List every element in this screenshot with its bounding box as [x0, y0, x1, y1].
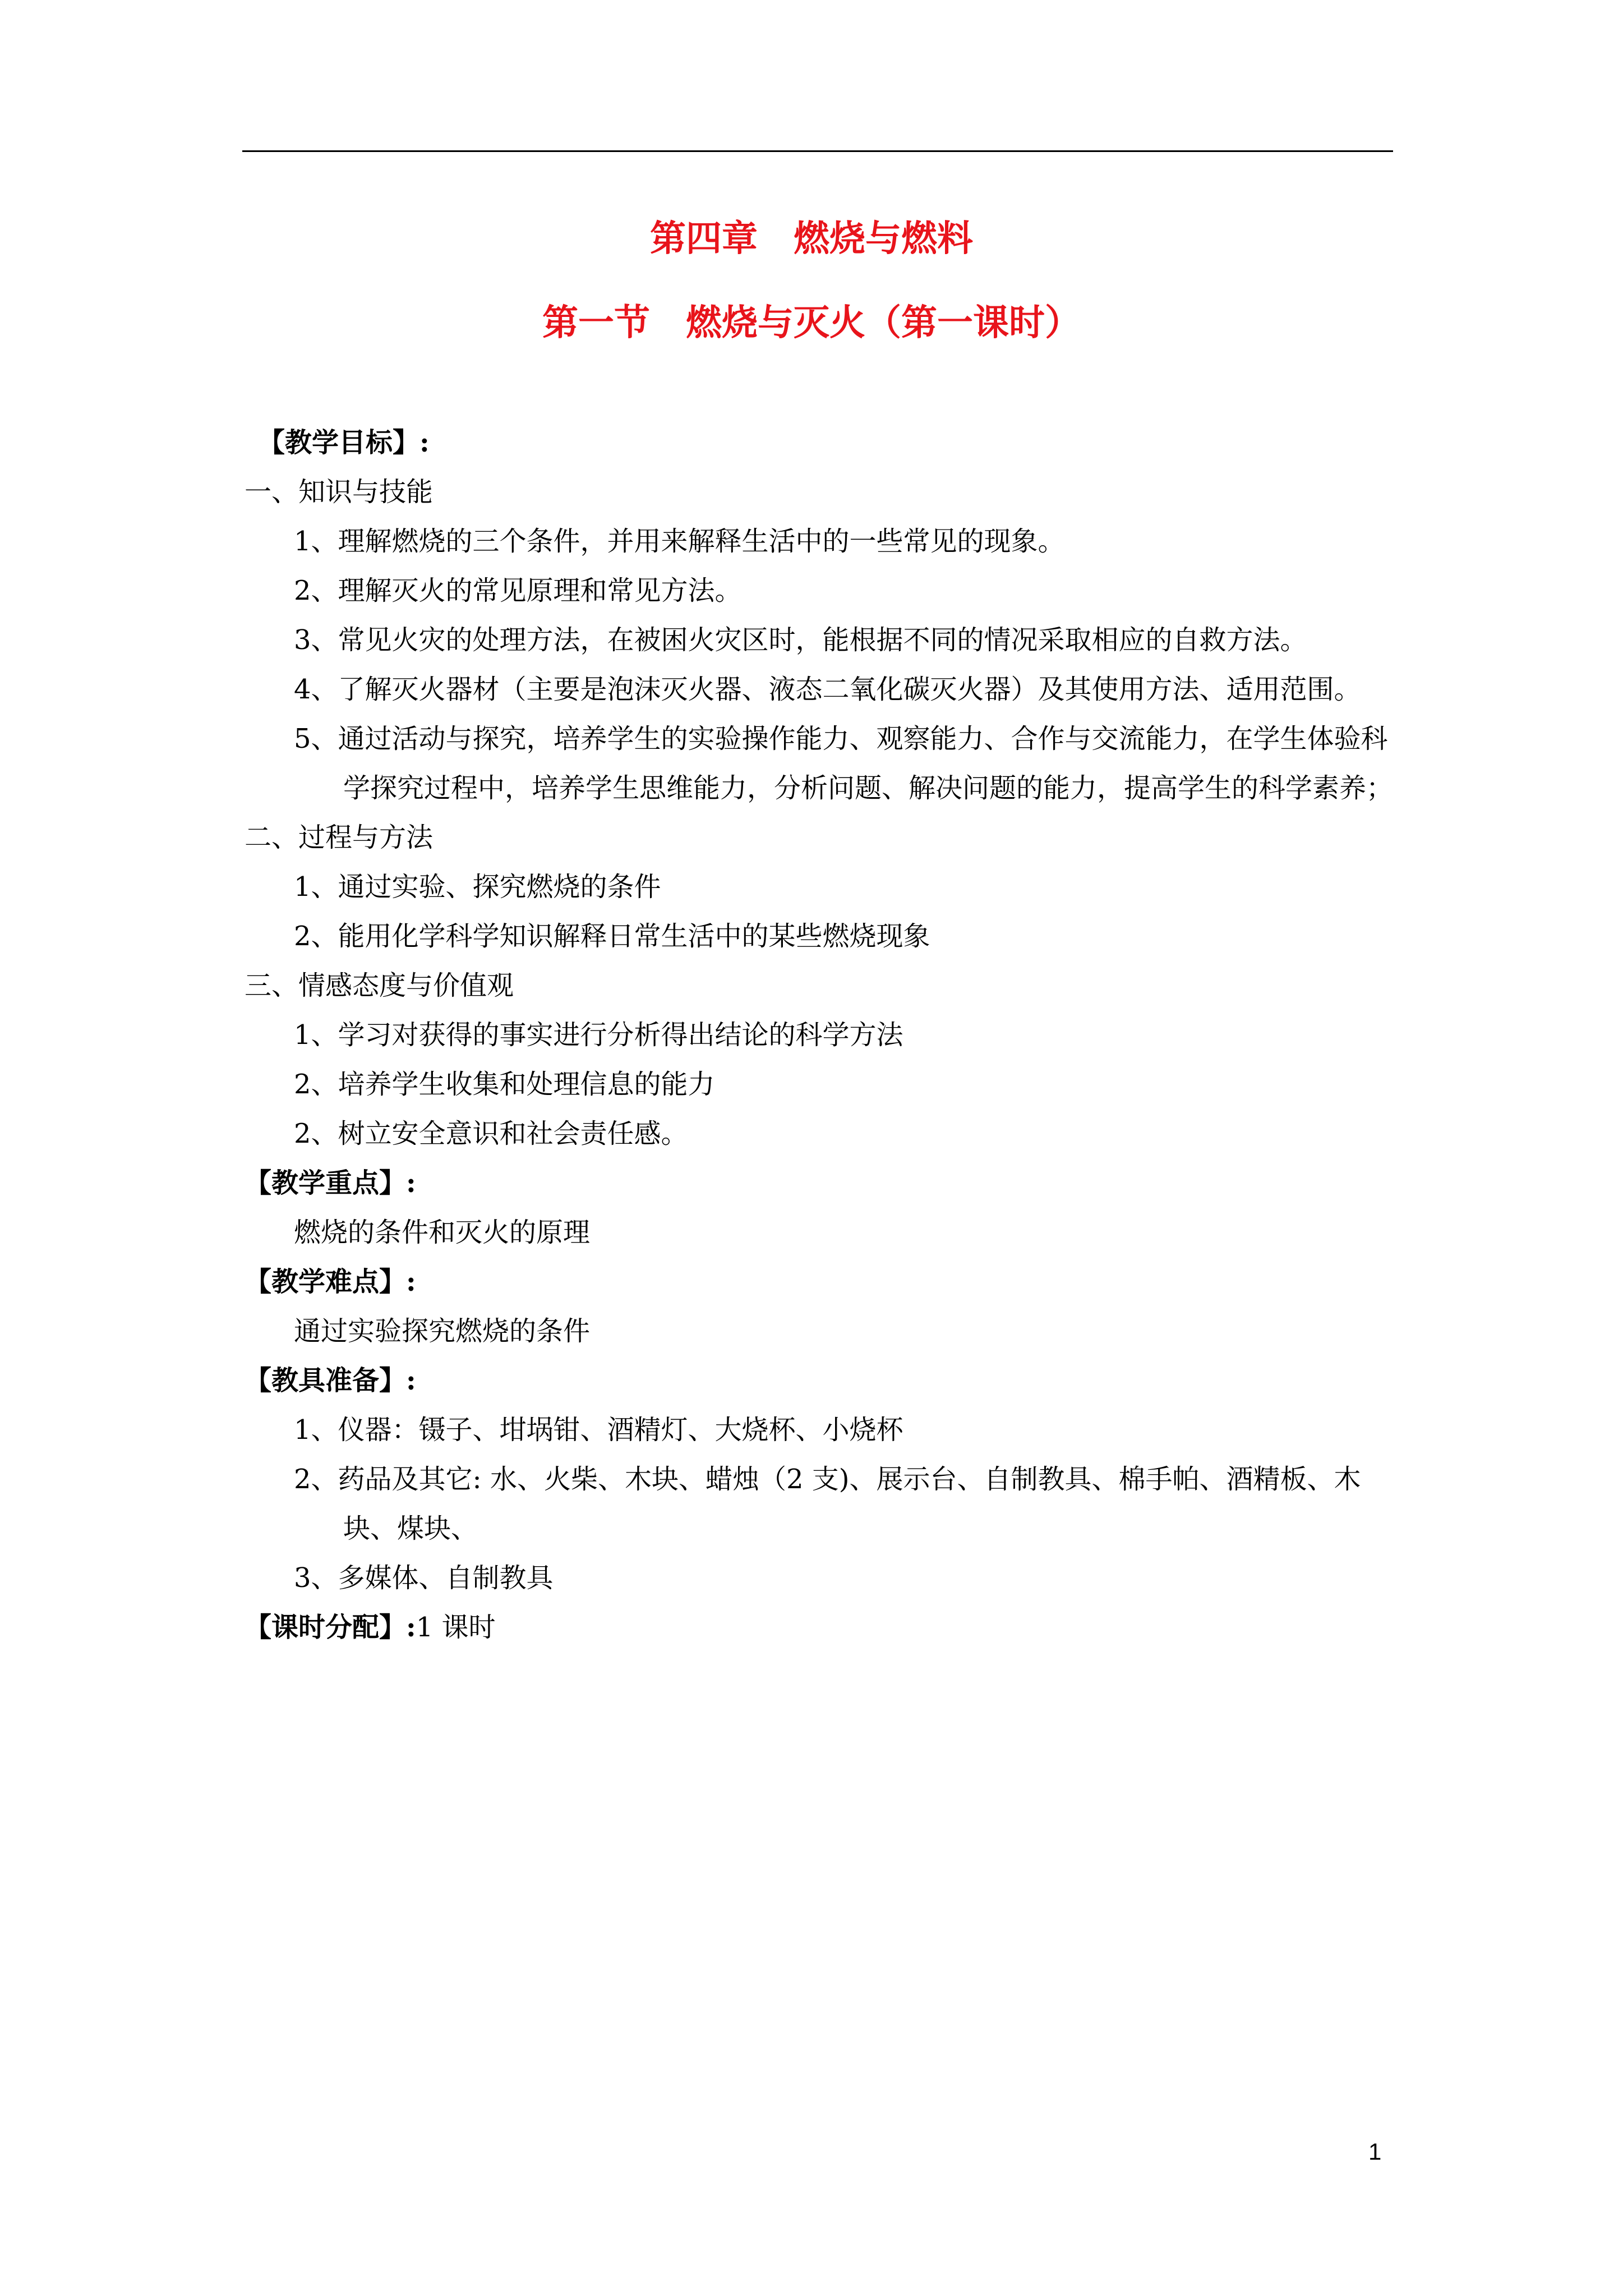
objectives-heading: 【教学目标】: — [258, 427, 430, 458]
key-points-heading: 【教学重点】: — [245, 1167, 416, 1199]
knowledge-item-5: 5、通过活动与探究，培养学生的实验操作能力、观察能力、合作与交流能力，在学生体验科学探究过程中，培养学生思维能力，分析问题、解决问题的能力，提高学生的科学素养； — [294, 723, 1394, 804]
emotion-item-3: 2、树立安全意识和社会责任感。 — [294, 1118, 688, 1149]
schedule-heading: 【课时分配】: — [245, 1612, 416, 1643]
section-name: 燃烧与灭火（第一课时） — [686, 302, 1081, 344]
preparation-heading: 【教具准备】: — [245, 1365, 416, 1396]
preparation-item-2: 2、药品及其它: 水、火柴、木块、蜡烛（2 支)、展示台、自制教具、棉手帕、酒精板、木块、煤块、 — [294, 1464, 1361, 1544]
preparation-item-1: 1、仪器：镊子、坩埚钳、酒精灯、大烧杯、小烧杯 — [294, 1414, 903, 1446]
chapter-name: 燃烧与燃料 — [794, 218, 973, 260]
process-item-1: 1、通过实验、探究燃烧的条件 — [294, 871, 661, 903]
knowledge-title: 一、知识与技能 — [245, 476, 434, 508]
process-item-2: 2、能用化学科学知识解释日常生活中的某些燃烧现象 — [294, 921, 930, 952]
key-points-text: 燃烧的条件和灭火的原理 — [294, 1217, 591, 1248]
schedule-text: 1 课时 — [416, 1612, 496, 1643]
preparation-item-3: 3、多媒体、自制教具 — [294, 1562, 554, 1594]
section-title — [0, 302, 1623, 345]
knowledge-item-2: 2、理解灭火的常见原理和常见方法。 — [294, 575, 742, 606]
emotion-item-1: 1、学习对获得的事实进行分析得出结论的科学方法 — [294, 1019, 903, 1051]
schedule-line — [245, 1603, 1400, 1652]
knowledge-item-1: 1、理解燃烧的三个条件，并用来解释生活中的一些常见的现象。 — [294, 526, 1065, 557]
knowledge-item-4: 4、了解灭火器材（主要是泡沫灭火器、液态二氧化碳灭火器）及其使用方法、适用范围。 — [294, 674, 1361, 705]
header-rule — [242, 150, 1393, 152]
emotion-title: 三、情感态度与价值观 — [245, 970, 514, 1001]
page-number: 1 — [1368, 2138, 1382, 2165]
knowledge-item-3: 3、常见火灾的处理方法，在被困火灾区时，能根据不同的情况采取相应的自救方法。 — [294, 624, 1307, 656]
process-title: 二、过程与方法 — [245, 822, 434, 853]
difficulties-text: 通过实验探究燃烧的条件 — [294, 1315, 591, 1347]
difficulties-heading: 【教学难点】: — [245, 1266, 416, 1297]
emotion-item-2: 2、培养学生收集和处理信息的能力 — [294, 1069, 715, 1100]
document-body — [245, 418, 1400, 1652]
chapter-title — [0, 218, 1623, 261]
chapter-number: 第四章 — [650, 218, 758, 260]
section-number: 第一节 — [542, 302, 650, 344]
